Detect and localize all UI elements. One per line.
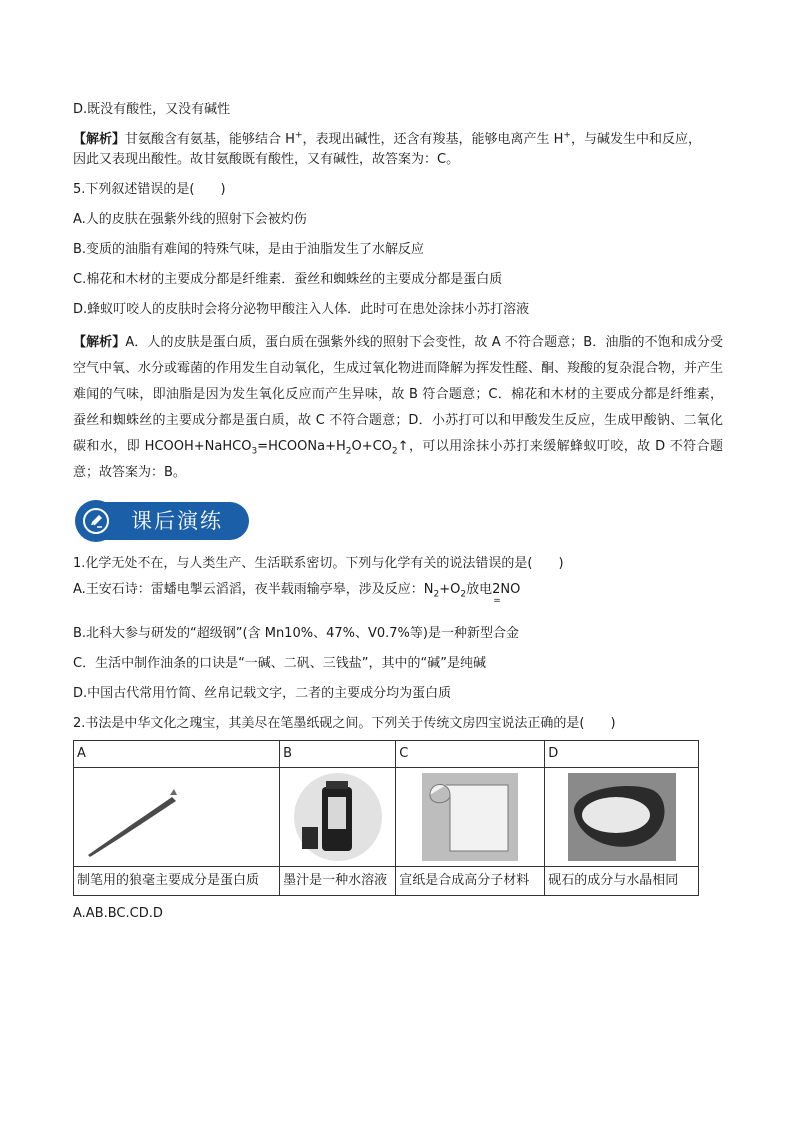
section-banner (73, 498, 723, 546)
ink-bottle-image (283, 771, 392, 863)
hw1-option-a-prefix: A.王安石诗：雷蟠电掣云滔滔，夜半载雨输亭皋，涉及反应：N (73, 582, 434, 597)
q4-analysis-text2: ，表现出碱性，还含有羧基，能够电离产生 H (302, 132, 564, 147)
q5-option-c: C.棉花和木材的主要成分都是纤维素．蚕丝和蜘蛛丝的主要成分都是蛋白质 (73, 272, 503, 287)
hw1-option-c: C．生活中制作油条的口诀是“一碱、二矾、三钱盐”，其中的“碱”是纯碱 (73, 656, 487, 671)
q4-analysis-text1: 甘氨酸含有氨基，能够结合 H (125, 132, 295, 147)
hw1-stem: 1.化学无处不在，与人类生产、生活联系密切。下列与化学有关的说法错误的是( ) (73, 556, 564, 571)
inkstone-image (548, 771, 695, 863)
analysis-label: 【解析】 (73, 132, 126, 147)
brush-image (77, 771, 276, 863)
q5-option-a: A.人的皮肤在强紫外线的照射下会被灼伤 (73, 212, 307, 227)
hw2-answer-choices: A.AB.BC.CD.D (73, 906, 163, 921)
plus-superscript: + (294, 130, 303, 141)
plus-superscript: + (563, 130, 571, 141)
equals-mark: = (493, 596, 501, 606)
q5-option-b: B.变质的油脂有难闻的特殊气味，是由于油脂发生了水解反应 (73, 242, 425, 257)
caption-c: 宣纸是合成高分子材料 (396, 867, 545, 896)
options-table (73, 740, 699, 896)
q5-analysis-part3: O+CO (351, 439, 392, 454)
q5-option-d: D.蜂蚁叮咬人的皮肤时会将分泌物甲酸注入人体．此时可在患处涂抹小苏打溶液 (73, 302, 530, 317)
q4-analysis-text3: ，与碱发生中和反应， (570, 132, 701, 147)
image-cell-d (545, 768, 699, 867)
subscript: 2 (460, 589, 467, 600)
header-cell-b: B (280, 741, 396, 768)
subscript: 2 (391, 446, 398, 457)
q5-analysis-part1: A．人的皮肤是蛋白质，蛋白质在强紫外线的照射下会变性，故 A 不符合题意；B．油脂的不饱和成分受空气中氧、水分或霉菌的作用发生自动氧化，生成过氧化物进而降解为挥发性醛、酮、羧酸的复杂混合物，并产生难闻的气味，即油脂是因为发生氧化反应而产生异味，故 B 符合题意；C．棉花和木材的主要成分都是纤维素，蚕丝和蜘蛛丝的主要成分都是蛋白质，故 C 不符合题意；D．小苏打可以和甲酸发生反应，生成甲酸钠、二氧化碳和水，即 HCOOH+NaHCO (73, 335, 724, 454)
q4-analysis (73, 130, 723, 170)
q4-analysis-line2: 因此又表现出酸性。故甘氨酸既有酸性，又有碱性，故答案为：C。 (73, 152, 460, 167)
hw2-stem: 2.书法是中华文化之瑰宝，其美尽在笔墨纸砚之间。下列关于传统文房四宝说法正确的是( ) (73, 716, 616, 731)
q5-analysis-part2: =HCOONa+H (257, 439, 346, 454)
header-cell-d: D (545, 741, 699, 768)
image-cell-a (74, 768, 280, 867)
subscript: 2 (345, 446, 352, 457)
header-cell-a: A (74, 741, 280, 768)
analysis-label: 【解析】 (73, 335, 126, 350)
worksheet-page (73, 100, 723, 924)
reaction-arrow (466, 580, 521, 606)
hw1-option-d: D.中国古代常用竹简、丝帛记载文字，二者的主要成分均为蛋白质 (73, 686, 452, 701)
caption-a: 制笔用的狼毫主要成分是蛋白质 (74, 867, 280, 896)
hw1-option-b: B.北科大参与研发的“超级钢”(含 Mn10%、47%、V0.7%等)是一种新型合金 (73, 626, 519, 641)
subscript: 3 (251, 446, 258, 457)
q5-analysis-part4: ↑，可以用涂抹小苏打来缓解蜂蚁叮咬，故 D 不符合题意；故答案为：B。 (73, 439, 723, 480)
image-cell-b (280, 768, 396, 867)
q5-stem: 5.下列叙述错误的是( ) (73, 182, 226, 197)
reaction-text: 放电2NO (466, 582, 521, 597)
q4-option-d: D.既没有酸性，又没有碱性 (73, 102, 231, 117)
pencil-icon (75, 500, 117, 542)
plus-oxygen: +O (439, 582, 461, 597)
subscript: 2 (433, 589, 440, 600)
paper-image (399, 771, 541, 863)
caption-b: 墨汁是一种水溶液 (280, 867, 396, 896)
caption-d: 砚石的成分与水晶相同 (545, 867, 699, 896)
section-title: 课后演练 (131, 509, 223, 533)
image-cell-c (396, 768, 545, 867)
header-cell-c: C (396, 741, 545, 768)
hw1-option-a (73, 580, 723, 606)
q5-analysis (73, 330, 723, 486)
